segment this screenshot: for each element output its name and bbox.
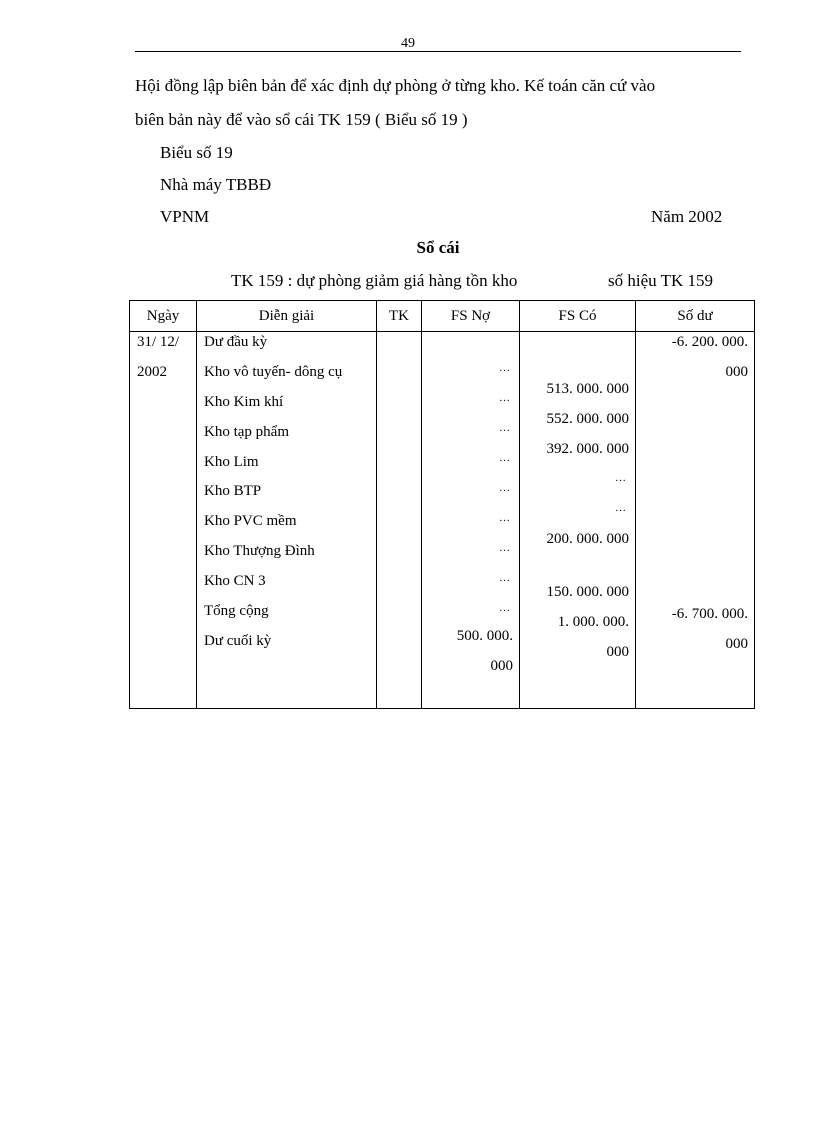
credit-total-line-1: 1. 000. 000. — [557, 614, 629, 630]
column-header-debit: FS Nợ — [422, 301, 520, 332]
debit-placeholder: … — [499, 512, 511, 524]
office-name: VPNM — [160, 207, 210, 226]
debit-placeholder: … — [499, 542, 511, 554]
ledger-body-row — [130, 332, 755, 709]
column-header-description: Diễn giải — [197, 301, 377, 332]
description-warehouse: Kho Lim — [204, 454, 259, 470]
debit-placeholder: … — [499, 572, 511, 584]
credit-value: 200. 000. 000 — [546, 531, 629, 547]
balance-closing-line-2: 000 — [725, 636, 748, 652]
description-warehouse: Kho BTP — [204, 483, 262, 499]
account-code: số hiệu TK 159 — [608, 271, 713, 290]
description-closing-balance: Dư cuối kỳ — [204, 633, 272, 649]
document-title: Sổ cái — [416, 238, 460, 257]
column-header-date: Ngày — [130, 301, 197, 332]
description-warehouse: Kho CN 3 — [204, 573, 266, 589]
credit-total-line-2: 000 — [606, 644, 629, 660]
date-line-2: 2002 — [137, 364, 167, 380]
debit-closing-value-line-2: 000 — [490, 658, 513, 674]
description-total: Tổng cộng — [204, 603, 269, 619]
description-cell — [197, 332, 377, 709]
credit-value: 513. 000. 000 — [546, 381, 629, 397]
credit-value: 150. 000. 000 — [546, 584, 629, 600]
date-line-1: 31/ 12/ — [137, 334, 180, 350]
description-opening-balance: Dư đầu kỳ — [204, 334, 268, 350]
debit-placeholder: … — [499, 392, 511, 404]
balance-opening-line-1: -6. 200. 000. — [671, 334, 748, 350]
column-header-credit: FS Có — [520, 301, 636, 332]
balance-cell — [636, 332, 755, 709]
account-title: TK 159 : dự phòng giảm giá hàng tồn kho — [231, 271, 518, 290]
debit-placeholder: … — [499, 452, 511, 464]
intro-line-2: biên bản này để vào sổ cái TK 159 ( Biểu số 19 ) — [135, 110, 468, 129]
debit-placeholder: … — [499, 482, 511, 494]
form-number: Biểu số 19 — [160, 143, 233, 162]
credit-value: 552. 000. 000 — [546, 411, 629, 427]
debit-placeholder: … — [499, 602, 511, 614]
page-number: 49 — [401, 36, 415, 51]
description-warehouse: Kho PVC mềm — [204, 513, 297, 529]
debit-placeholder: … — [499, 422, 511, 434]
date-cell — [130, 332, 197, 709]
balance-closing-line-1: -6. 700. 000. — [671, 606, 748, 622]
intro-line-1: Hội đồng lập biên bản để xác định dự phòng ở từng kho. Kế toán căn cứ vào — [135, 76, 656, 95]
debit-closing-value-line-1: 500. 000. — [456, 628, 513, 644]
description-warehouse: Kho tạp phẩm — [204, 424, 289, 440]
debit-placeholder: … — [499, 362, 511, 374]
credit-placeholder: … — [615, 472, 627, 484]
factory-name: Nhà máy TBBĐ — [160, 175, 272, 194]
report-year: Năm 2002 — [651, 207, 723, 226]
credit-value: 392. 000. 000 — [546, 441, 629, 457]
account-cell — [377, 332, 422, 709]
debit-cell — [422, 332, 520, 709]
column-header-balance: Số dư — [636, 301, 755, 332]
description-warehouse: Kho Thượng Đình — [204, 543, 315, 559]
credit-placeholder: … — [615, 502, 627, 514]
ledger-header-row — [130, 301, 755, 332]
credit-cell — [520, 332, 636, 709]
balance-opening-line-2: 000 — [725, 364, 748, 380]
description-warehouse: Kho vô tuyến- dông cụ — [204, 364, 343, 380]
ledger-table — [129, 300, 755, 709]
header-rule — [135, 51, 741, 52]
column-header-account: TK — [377, 301, 422, 332]
description-warehouse: Kho Kim khí — [204, 394, 284, 410]
